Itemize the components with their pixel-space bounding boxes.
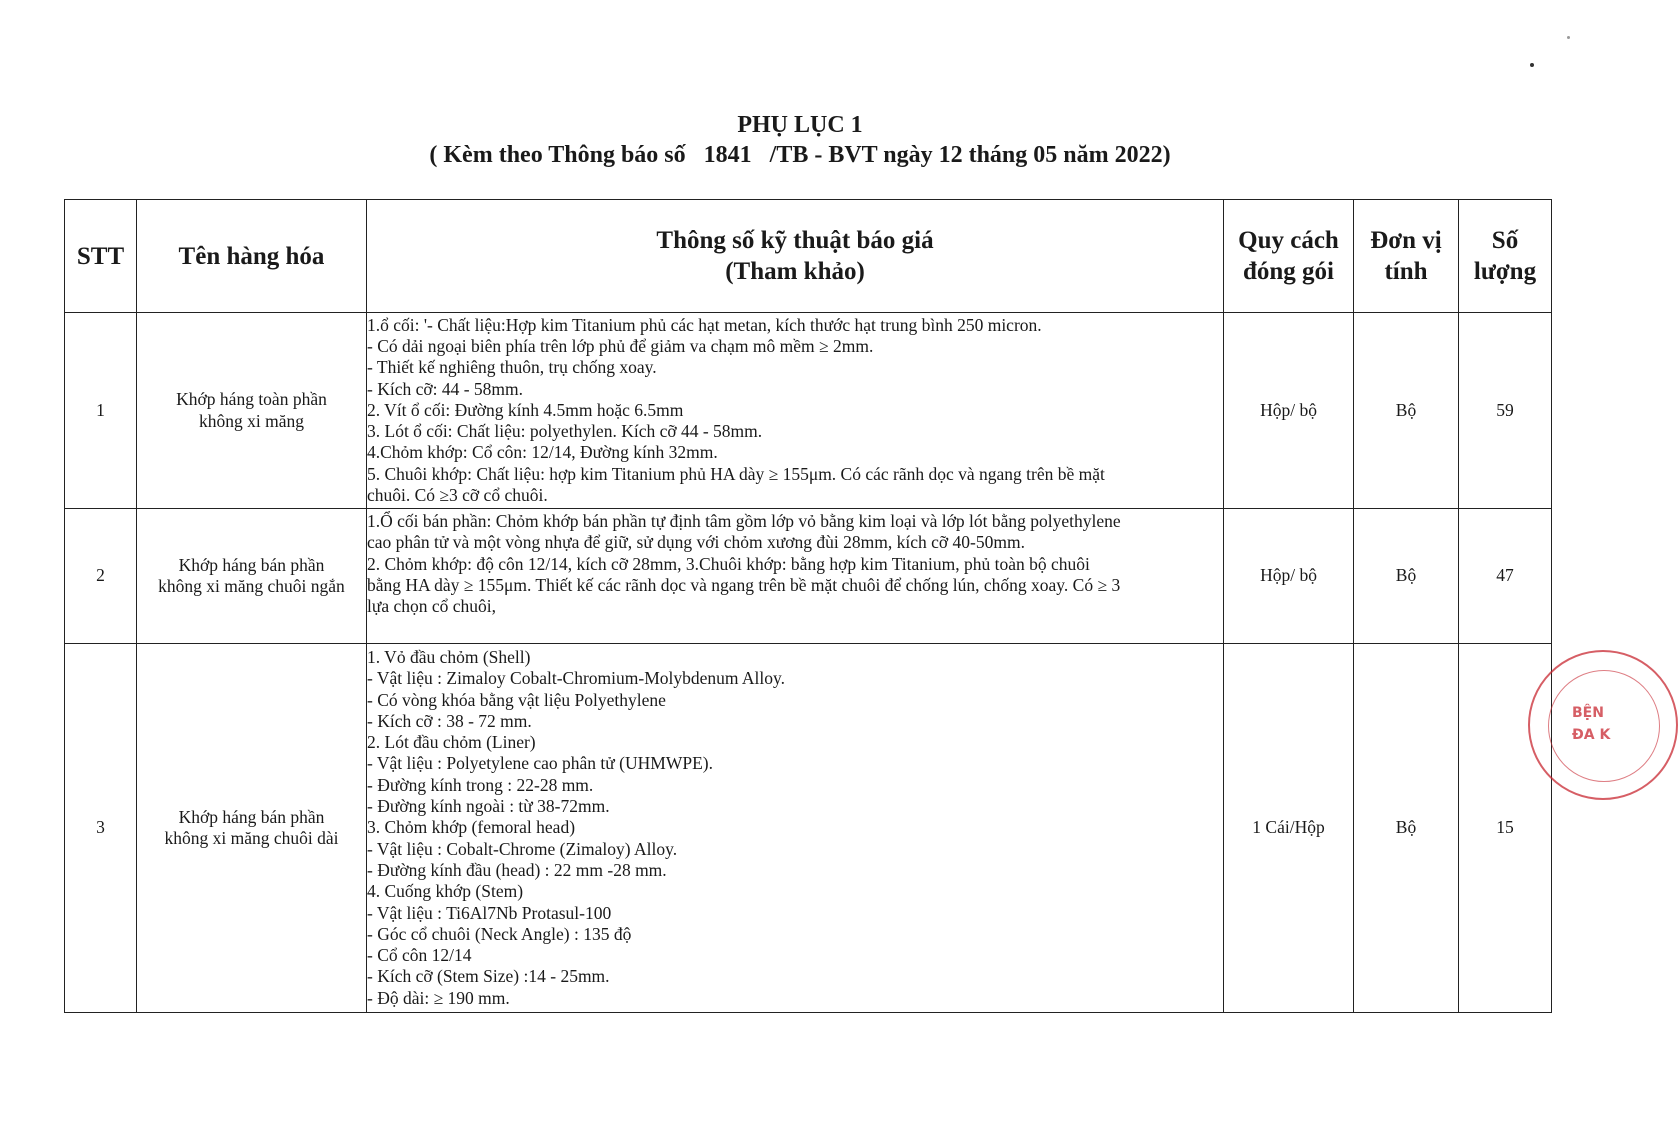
- header-stt: STT: [65, 200, 137, 313]
- cell-unit: Bộ: [1354, 313, 1459, 509]
- spec-line: - Vật liệu : Zimaloy Cobalt-Chromium-Molybdenum Alloy.: [367, 668, 786, 689]
- cell-packaging: 1 Cái/Hộp: [1224, 644, 1354, 1013]
- spec-line: - Góc cổ chuôi (Neck Angle) : 135 độ: [367, 923, 632, 944]
- spec-line: 4.Chỏm khớp: Cổ côn: 12/14, Đường kính 32mm.: [367, 442, 718, 463]
- spec-line: 3. Chỏm khớp (femoral head): [367, 817, 576, 838]
- cell-packaging: Hộp/ bộ: [1224, 313, 1354, 509]
- spec-line: - Vật liệu : Polyetylene cao phân tử (UHMWPE).: [367, 753, 713, 774]
- spec-line: - Kích cỡ: 44 - 58mm.: [367, 378, 524, 399]
- header-spec-line1: Thông số kỹ thuật báo giá: [656, 227, 934, 254]
- red-stamp-seal: [1528, 650, 1678, 800]
- spec-line: chuôi. Có ≥3 cỡ cổ chuôi.: [367, 485, 548, 506]
- spec-line: 5. Chuôi khớp: Chất liệu: hợp kim Titanium phủ HA dày ≥ 155μm. Có các rãnh dọc và ngang trên bề mặt: [367, 463, 1105, 484]
- header-packaging: [1224, 200, 1354, 313]
- header-packaging-line2: đóng gói: [1242, 258, 1334, 285]
- spec-line: - Vật liệu : Ti6Al7Nb Protasul-100: [367, 902, 612, 923]
- cell-spec: [367, 313, 1224, 509]
- goods-table: [64, 199, 1552, 1013]
- cell-quantity: 47: [1459, 509, 1552, 644]
- document-title: PHỤ LỤC 1: [737, 112, 863, 138]
- red-stamp-text-line1: BỆN: [1572, 705, 1604, 721]
- spec-line: 1.ổ cối: '- Chất liệu:Hợp kim Titanium phủ các hạt metan, kích thước hạt trung bình 250 micron.: [367, 314, 1042, 335]
- header-quantity: [1459, 200, 1552, 313]
- document-heading: [0, 110, 1600, 170]
- spec-line: - Có dải ngoại biên phía trên lớp phủ để giảm va chạm mô mềm ≥ 2mm.: [367, 335, 874, 356]
- header-spec: [367, 200, 1224, 313]
- spec-line: 4. Cuống khớp (Stem): [367, 881, 524, 902]
- spec-line: - Có vòng khóa bằng vật liệu Polyethylene: [367, 689, 666, 710]
- spec-line: - Độ dài: ≥ 190 mm.: [367, 987, 510, 1008]
- spec-line: - Đường kính đầu (head) : 22 mm -28 mm.: [367, 859, 667, 880]
- red-stamp-text: [1572, 702, 1610, 746]
- header-packaging-line1: Quy cách: [1238, 227, 1339, 254]
- cell-quantity: 59: [1459, 313, 1552, 509]
- cell-name-line1: Khớp háng toàn phần: [176, 389, 327, 410]
- cell-name: [137, 509, 367, 644]
- cell-name-line2: không xi măng chuôi dài: [164, 828, 339, 848]
- spec-line: - Kích cỡ : 38 - 72 mm.: [367, 710, 532, 731]
- header-unit-line1: Đơn vị: [1370, 227, 1442, 254]
- spec-line: cao phân tử và một vòng nhựa để giữ, sử dụng với chỏm xương đùi 28mm, kích cỡ 40-50mm.: [367, 532, 1025, 553]
- header-spec-line2: (Tham khảo): [725, 258, 865, 285]
- scan-dot-mark: [1530, 63, 1534, 67]
- spec-line: lựa chọn cổ chuôi,: [367, 596, 497, 617]
- cell-unit: Bộ: [1354, 644, 1459, 1013]
- cell-quantity: 15: [1459, 644, 1552, 1013]
- cell-name-line1: Khớp háng bán phần: [178, 806, 325, 827]
- header-unit-line2: tính: [1384, 258, 1428, 285]
- table-row: [65, 313, 1552, 509]
- table-row: [65, 509, 1552, 644]
- cell-unit: Bộ: [1354, 509, 1459, 644]
- spec-line: - Thiết kế nghiêng thuôn, trụ chống xoay.: [367, 357, 657, 378]
- cell-stt: 3: [65, 644, 137, 1013]
- spec-line: 3. Lót ổ cối: Chất liệu: polyethylen. Kích cỡ 44 - 58mm.: [367, 421, 763, 442]
- header-quantity-line2: lượng: [1473, 258, 1537, 285]
- document-subtitle: ( Kèm theo Thông báo số 1841 /TB - BVT ngày 12 tháng 05 năm 2022): [429, 142, 1171, 168]
- cell-name-line1: Khớp háng bán phần: [178, 554, 325, 575]
- spec-line: 2. Vít ổ cối: Đường kính 4.5mm hoặc 6.5mm: [367, 399, 684, 420]
- cell-stt: 1: [65, 313, 137, 509]
- spec-line: 2. Chỏm khớp: độ côn 12/14, kích cỡ 28mm, 3.Chuôi khớp: bằng hợp kim Titanium, phủ toàn bộ chuôi: [367, 553, 1090, 574]
- cell-packaging: Hộp/ bộ: [1224, 509, 1354, 644]
- table-row: [65, 644, 1552, 1013]
- spec-line: - Đường kính trong : 22-28 mm.: [367, 774, 594, 795]
- spec-line: 1. Vỏ đầu chỏm (Shell): [367, 646, 531, 667]
- cell-name-line2: không xi măng chuôi ngắn: [158, 576, 345, 596]
- cell-name: [137, 644, 367, 1013]
- cell-spec: [367, 509, 1224, 644]
- header-name: Tên hàng hóa: [137, 200, 367, 313]
- header-quantity-line1: Số: [1491, 227, 1519, 254]
- cell-name: [137, 313, 367, 509]
- table-header-row: [65, 200, 1552, 313]
- spec-line: 2. Lót đầu chỏm (Liner): [367, 732, 536, 753]
- red-stamp-text-line2: ĐA K: [1572, 727, 1611, 743]
- scan-corner-mark: [1567, 36, 1570, 39]
- cell-spec: [367, 644, 1224, 1013]
- spec-line: 1.Ổ cối bán phần: Chỏm khớp bán phần tự định tâm gồm lớp vỏ bằng kim loại và lớp lót bằng polyethylene: [367, 511, 1121, 531]
- spec-line: bằng HA dày ≥ 155μm. Thiết kế các rãnh dọc và ngang trên bề mặt chuôi để chống lún, chống xoay. Có ≥ 3: [367, 574, 1121, 595]
- cell-stt: 2: [65, 509, 137, 644]
- spec-line: - Cổ côn 12/14: [367, 945, 472, 966]
- spec-line: - Vật liệu : Cobalt-Chrome (Zimaloy) Alloy.: [367, 838, 678, 859]
- cell-name-line2: không xi măng: [199, 410, 304, 431]
- spec-line: - Kích cỡ (Stem Size) :14 - 25mm.: [367, 966, 610, 987]
- header-unit: [1354, 200, 1459, 313]
- spec-line: - Đường kính ngoài : từ 38-72mm.: [367, 796, 610, 817]
